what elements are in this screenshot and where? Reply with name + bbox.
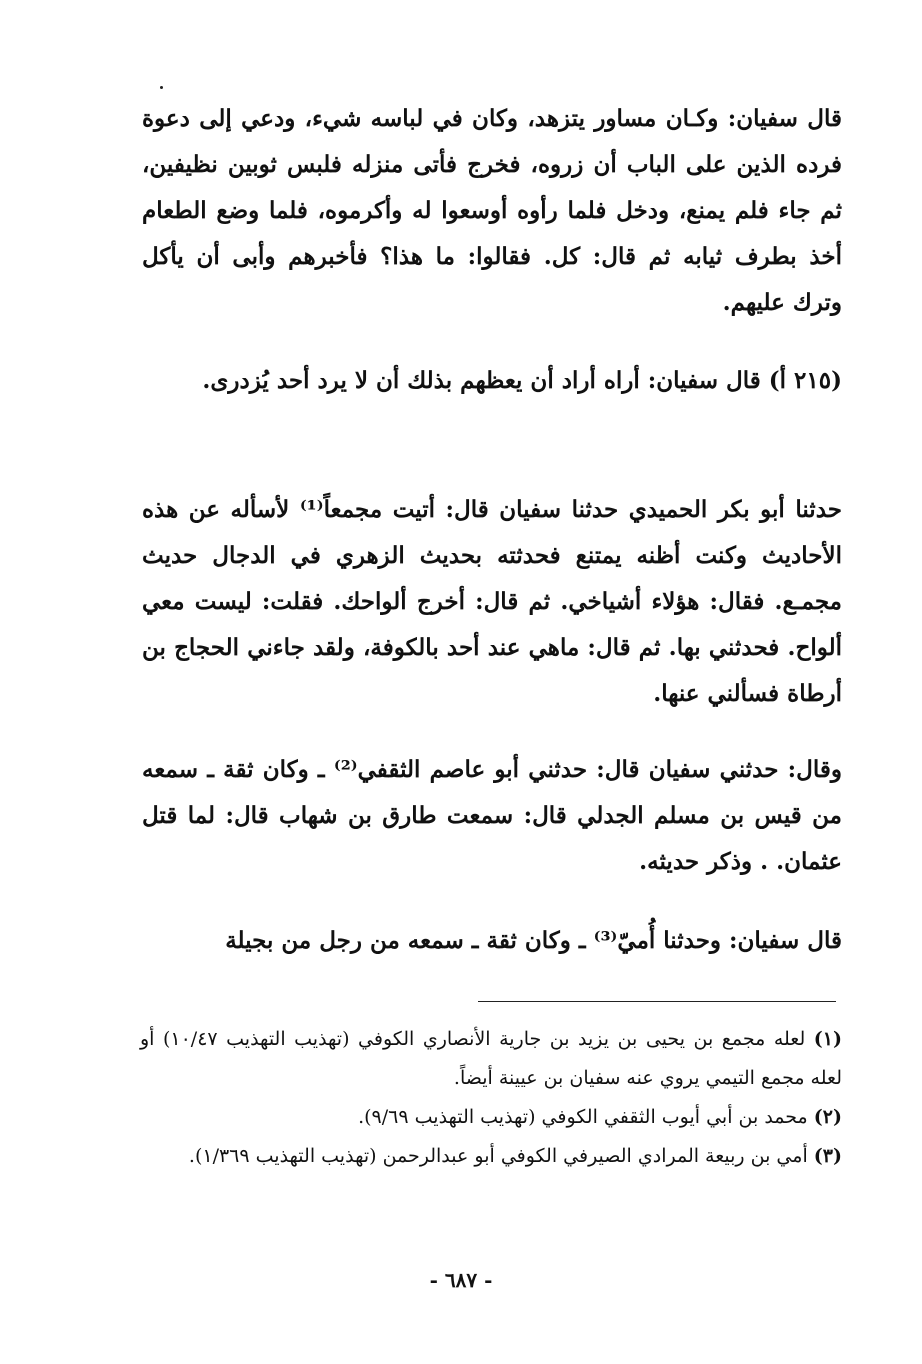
footnote-text: لعله مجمع بن يحيى بن يزيد بن جارية الأنصاري الكوفي (تهذيب التهذيب ١٠/٤٧) أو لعله مجمع التيمي يروي عنه سفيان بن عيينة أيضاً. xyxy=(140,1028,842,1089)
paragraph-3-text: حدثنا أبو بكر الحميدي حدثنا سفيان قال: أتيت مجمعاً⁽¹⁾ لأسأله عن هذه الأحاديث وكنت أظنه يمتنع فحدثته بحديث الزهري في الدجال حديث مجمـع. فقال: هؤلاء أشياخي. ثم قال: أخرج ألواحك. فقلت: ليست معي ألواح. فحدثني بها. ثم قال: ماهي عند أحد بالكوفة، ولقد جاءني الحجاج بن أرطاة فسألني عنها. xyxy=(142,496,842,707)
paragraph-2-text: قال سفيان: أراه أراد أن يعظهم بذلك أن لا يرد أحد يُزدرى. xyxy=(202,367,769,394)
paragraph-4-text: وقال: حدثني سفيان قال: حدثني أبو عاصم الثقفي⁽²⁾ ـ وكان ثقة ـ سمعه من قيس بن مسلم الجدلي قال: سمعت طارق بن شهاب قال: لما قتل عثمان. . وذكر حديثه. xyxy=(142,756,842,875)
page-speck xyxy=(160,86,163,89)
footnote-text: محمد بن أبي أيوب الثقفي الكوفي (تهذيب التهذيب ٩/٦٩). xyxy=(358,1106,814,1128)
paragraph-3 xyxy=(142,487,842,717)
paragraph-5-text: قال سفيان: وحدثنا أُميّ⁽³⁾ ـ وكان ثقة ـ سمعه من رجل من بجيلة xyxy=(225,927,842,954)
footnote-item xyxy=(140,1020,842,1098)
footnote-mark: (٢) xyxy=(813,1106,842,1128)
footnote-item xyxy=(140,1098,842,1137)
paragraph-2 xyxy=(142,358,842,404)
footnotes-list xyxy=(140,1020,842,1176)
footnote-mark: (١) xyxy=(813,1028,842,1050)
paragraph-4 xyxy=(142,747,842,885)
paragraph-1 xyxy=(142,96,842,326)
paragraph-5 xyxy=(142,918,842,964)
footnote-item xyxy=(140,1137,842,1176)
paragraph-1-text: قال سفيان: وكـان مساور يتزهد، وكان في لباسه شيء، ودعي إلى دعوة فرده الذين على الباب أن زروه، فخرج فأتى منزله فلبس ثوبين نظيفين، ثم جاء فلم يمنع، ودخل فلما رأوه أوسعوا له وأكرموه، فلما وضع الطعام أخذ بطرف ثيابه ثم قال: كل. فقالوا: ما هذا؟ فأخبرهم وأبى أن يأكل وترك عليهم. xyxy=(142,105,842,316)
footnote-text: أمي بن ربيعة المرادي الصيرفي الكوفي أبو عبدالرحمن (تهذيب التهذيب ١/٣٦٩). xyxy=(188,1145,814,1167)
page-number: - ٦٨٧ - xyxy=(429,1268,493,1292)
paragraph-2-marker: (٢١٥ أ) xyxy=(768,367,842,394)
footnote-separator xyxy=(478,1001,836,1002)
footnote-mark: (٣) xyxy=(813,1145,842,1167)
